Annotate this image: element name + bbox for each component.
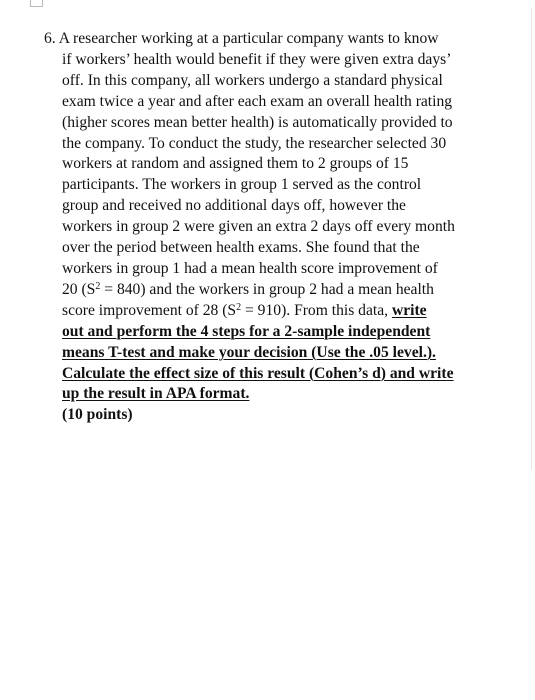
instruction-text: write (391, 301, 427, 319)
question-line-9: group and received no additional days off, however the (62, 197, 406, 215)
checkbox-icon (30, 0, 43, 7)
instruction-line-16: means T-test and make your decision (Use the .05 level.). (62, 343, 436, 361)
question-line-1: 6. A researcher working at a particular company wants to know (44, 30, 439, 47)
instruction-line-18: up the result in APA format. (62, 385, 250, 403)
instruction-line-17: Calculate the effect size of this result (Cohen’s d) and write (62, 364, 454, 382)
instruction-line-15: out and perform the 4 steps for a 2-sample independent (62, 322, 431, 340)
question-line-2: if workers’ health would benefit if they were given extra days’ (62, 50, 452, 68)
question-line-5: (higher scores mean better health) is automatically provided to (62, 113, 453, 131)
question-line-8: participants. The workers in group 1 served as the control (62, 176, 422, 194)
question-number: 6. (44, 30, 56, 47)
points-label: (10 points) (62, 406, 133, 424)
question-line-14: score improvement of 28 $(S^2 = 910)$. From this data, write (62, 301, 427, 319)
question-6 (44, 29, 506, 426)
question-line-11: over the period between health exams. She found that the (62, 239, 420, 257)
page-edge-divider (531, 8, 532, 470)
question-line-13: 20 $(S^2 = 840)$ and the workers in group 2 had a mean health (62, 280, 434, 298)
question-line-7: workers at random and assigned them to 2 groups of 15 (62, 155, 409, 173)
question-line-12: workers in group 1 had a mean health score improvement of (62, 259, 438, 277)
question-line-10: workers in group 2 were given an extra 2 days off every month (62, 218, 455, 236)
superscript-2: 2 (95, 280, 101, 292)
question-line-3: off. In this company, all workers undergo a standard physical (62, 71, 443, 89)
question-line-4: exam twice a year and after each exam an overall health rating (62, 92, 453, 110)
superscript-2: 2 (236, 301, 242, 313)
question-line-6: the company. To conduct the study, the researcher selected 30 (62, 134, 447, 152)
